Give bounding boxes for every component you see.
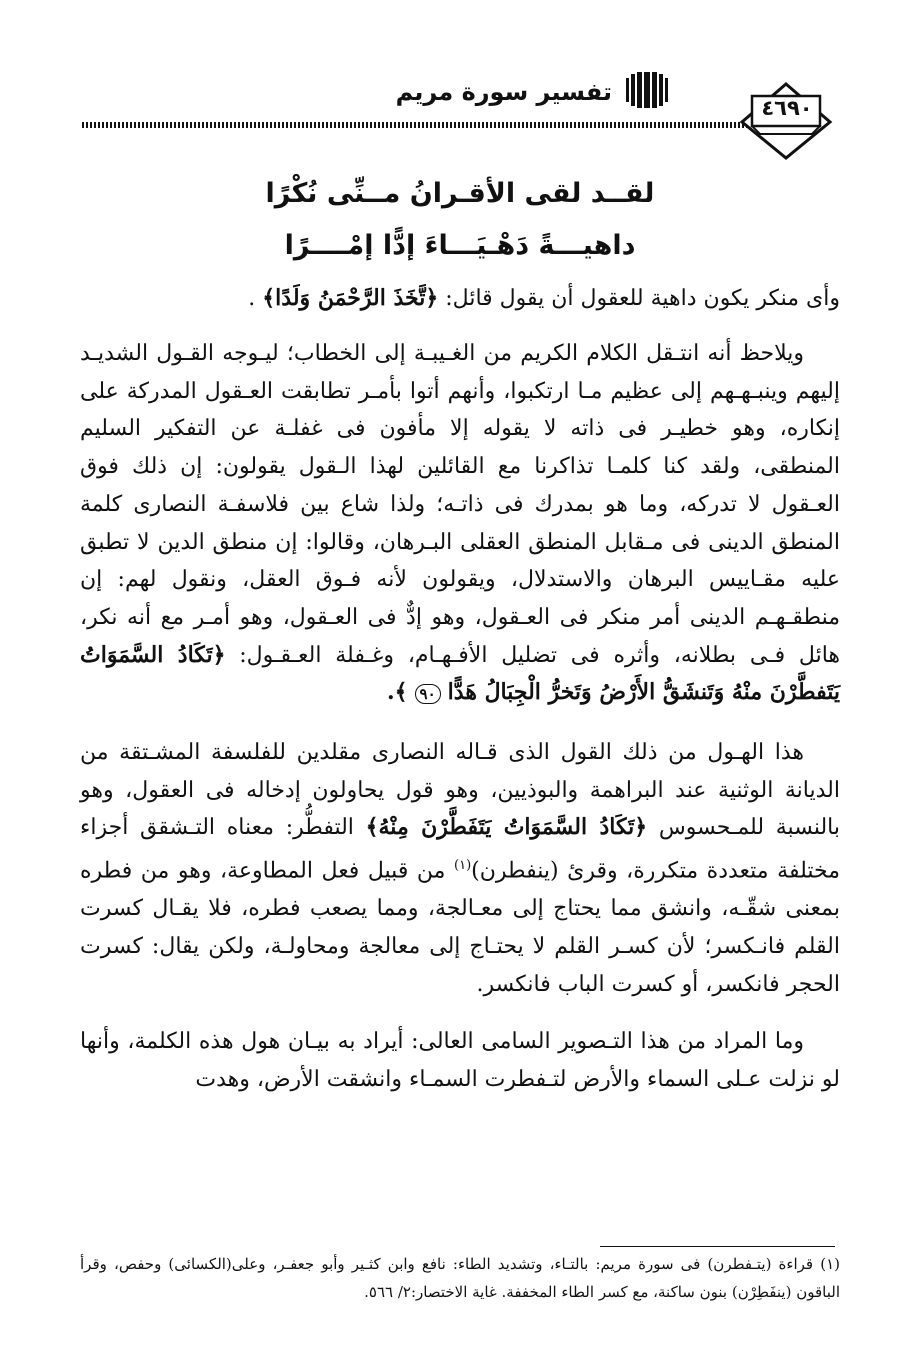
ornament-icon: [622, 70, 672, 110]
quran-quote: ﴿تَّخَذَ الرَّحْمَنُ وَلَدًا﴾: [262, 285, 439, 311]
quran-quote: ﴿تَكَادُ السَّمَوَاتُ يَتَفطَّرْنَ منْهُ وَتَنشَقُّ الأَرْضُ وَتَخرُّ الْجِبَالُ هَدًّا: [80, 641, 840, 706]
header-rule: [82, 122, 750, 128]
page-number: ٤٦٩٠: [761, 96, 813, 120]
footnote: (١) قراءة (يتـفطرن) فى سورة مريم: بالتـاء، وتشديد الطاء: نافع وابن كثـير وأبو جعفـر، وعلى(الكسائى) وحفص، وقرأ الباقون (ينفَطِرْن) بنون ساكنة، مع كسر الطاء المخففة. غاية الاختصار:٢/ ٥٦٦.: [80, 1255, 840, 1301]
page-body: [80, 168, 840, 1119]
quran-quote: ﴿تَكَادُ السَّمَوَاتُ يَتَفَطَّرْنَ مِنْهُ﴾: [365, 814, 648, 841]
page-header: [70, 60, 840, 160]
footnote-reference[interactable]: (١): [454, 858, 472, 874]
poem-line-2: داهيـــةً دَهْـيَـــاءَ إدًّا إمْــــرًا: [284, 230, 636, 261]
paragraph-1: ويلاحظ أنه انتـقل الكلام الكريم من الغـيبـة إلى الخطاب؛ ليـوجه القـول الشديـد إليهم وينبـهـهم إلى عظيم مـا ارتكبوا، وأنهم أتوا بأمـر تطابقت العـقول المدركة على إنكاره، وهو خطيـر فى ذاته لا يقوله إلا مأفون فى غفلـة عن التفكير السليم المنطقى، ولقد كنا كلمـا تذاكرنا مع القائلين لهذا الـقول يقولون: إن ذلك فوق العـقول لا تدركه، وما هو بمدرك فى ذاتـه؛ ولذا شاع بين فلاسفـة النصارى كلمة المنطق الدينى فى مـقابل المنطق العقلى البـرهان، وقالوا: إن منطق الدين لا تطبق عليه مقـاييس البرهان والاستدلال، ويقولون لأنه فـوق العقل، ونقول لهم: إن منطقـهـم الدينى أمر منكر فى العـقول، وهو إدٌّ فى العـقول، وهو أمـر مع أنه نكر، هائل فـى بطلانه، وأثره فى تضليل الأفـهـام، وغـفلة العـقـول: ﴿تَكَادُ السَّمَوَاتُ يَتَفطَّرْنَ منْهُ وَتَنشَقُّ الأَرْضُ وَتَخرُّ الْجِبَالُ هَدًّا ٩٠ ﴾.: [80, 341, 841, 706]
footnote-divider: [600, 1246, 835, 1247]
poem-line-1: لقــد لقى الأقـرانُ مــنِّى نُكْرًا: [265, 178, 655, 209]
running-title: تفسير سورة مريم: [395, 78, 612, 106]
verse-intro: وأى منكر يكون داهية للعقول أن يقول قائل: ﴿تَّخَذَ الرَّحْمَنُ وَلَدًا﴾ .: [248, 285, 840, 311]
paragraph-3: وما المراد من هذا التـصوير السامى العالى: أيراد به بيـان هول هذه الكلمة، وأنها لو نزلت عـلى السماء والأرض لتـفطرت السمـاء وانشقت الأرض، وهدت: [80, 1029, 840, 1092]
ayah-number: ٩٠: [415, 684, 441, 704]
page-number-badge-icon: [738, 82, 834, 160]
paragraph-2: هذا الهـول من ذلك القول الذى قـاله النصارى مقلدين للفلسفة المشـتقة من الديانة الوثنية عند البراهمة والبوذيين، وهو قول يحاولون إدخاله فى العقول، وهو بالنسبة للمـحسوس ﴿تَكَادُ السَّمَوَاتُ يَتَفَطَّرْنَ مِنْهُ﴾ التفطُّر: معناه التـشقق أجزاء مختلفة متعددة متكررة، وقرئ (ينفطرن)$^{(١)}$ من قبيل فعل المطاوعة، وهو من فطره بمعنى شقّـه، وانشق مما يحتاج إلى معـالجة، ومما يصعب فطره، فلا يقـال كسرت القلم فانـكسر؛ لأن كسـر القلم لا يحتـاج إلى معالجة ومحاولـة، ولكن يقال: كسرت الحجر فانكسر، أو كسرت الباب فانكسر.: [80, 740, 840, 997]
